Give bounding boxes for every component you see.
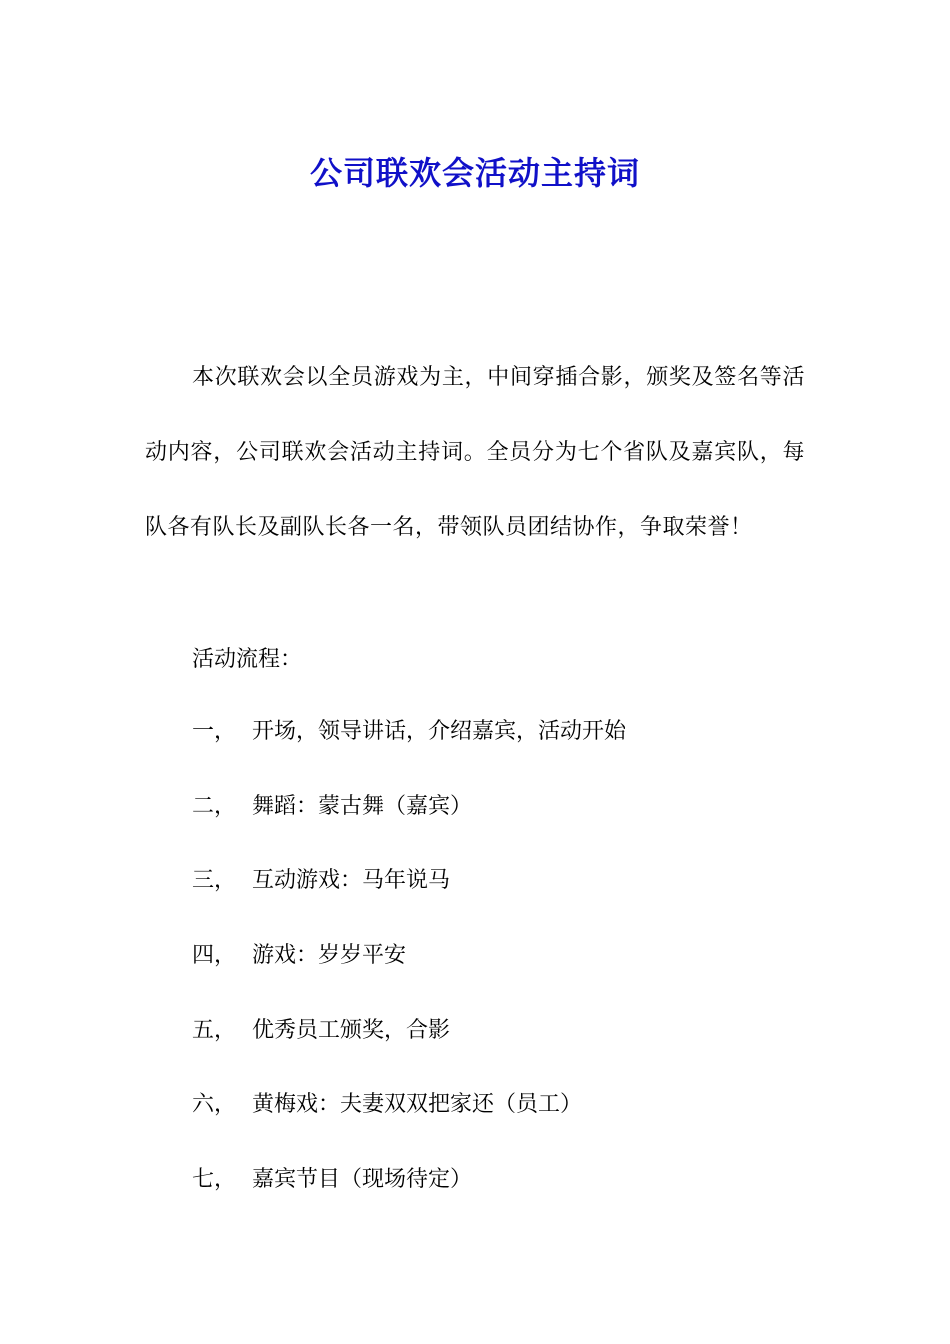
list-item bbox=[192, 866, 626, 941]
intro-paragraph: 本次联欢会以全员游戏为主，中间穿插合影，颁奖及签名等活动内容，公司联欢会活动主持词。全员分为七个省队及嘉宾队，每队各有队长及副队长各一名，带领队员团结协作，争取荣誉！ bbox=[145, 365, 805, 540]
step-text: 开场，领导讲话，介绍嘉宾，活动开始 bbox=[252, 719, 627, 744]
step-number: 四， bbox=[192, 943, 237, 969]
list-item bbox=[192, 1165, 626, 1240]
step-number: 七， bbox=[192, 1167, 237, 1193]
document-title: 公司联欢会活动主持词 bbox=[309, 154, 640, 193]
step-text: 黄梅戏：夫妻双双把家还（员工） bbox=[252, 1092, 583, 1118]
list-item bbox=[192, 792, 626, 867]
step-text: 优秀员工颁奖，合影 bbox=[252, 1017, 451, 1043]
step-text: 互动游戏：马年说马 bbox=[252, 868, 451, 894]
step-number: 六， bbox=[192, 1092, 237, 1118]
list-item bbox=[192, 717, 626, 792]
step-number: 二， bbox=[192, 793, 237, 819]
step-text: 舞蹈：蒙古舞（嘉宾） bbox=[252, 793, 473, 819]
step-number: 一， bbox=[192, 719, 237, 744]
activity-steps-list bbox=[192, 717, 626, 1240]
step-text: 嘉宾节目（现场待定） bbox=[252, 1167, 473, 1193]
section-label: 活动流程： bbox=[192, 647, 303, 672]
list-item bbox=[192, 941, 626, 1016]
step-number: 三， bbox=[192, 868, 237, 894]
list-item bbox=[192, 1016, 626, 1091]
list-item bbox=[192, 1090, 626, 1165]
step-text: 游戏：岁岁平安 bbox=[252, 943, 407, 969]
step-number: 五， bbox=[192, 1017, 237, 1043]
